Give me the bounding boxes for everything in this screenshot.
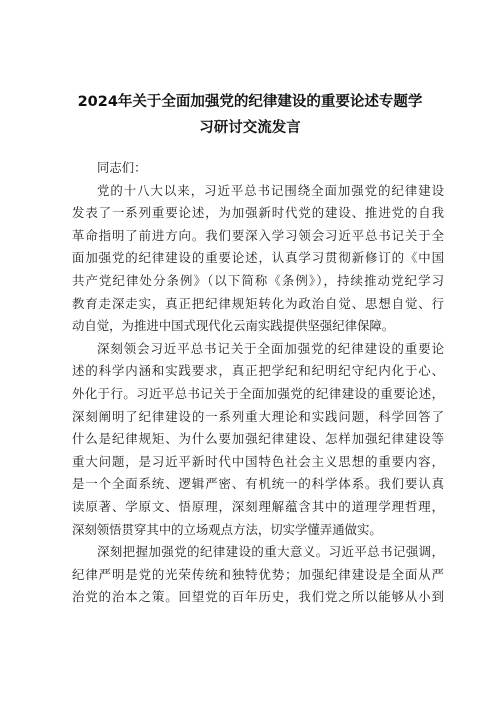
paragraph-line: 述的科学内涵和实践要求，真正把学纪和纪明纪守纪内化于心、	[72, 363, 444, 379]
paragraph-line: 重大问题，是习近平新时代中国特色社会主义思想的重要内容，	[72, 453, 444, 469]
paragraph-line: 深刻领会习近平总书记关于全面加强党的纪律建设的重要论	[97, 340, 444, 356]
paragraph-line: 读原著、学原文、悟原理，深刻理解蕴含其中的道理学理哲理，	[72, 498, 444, 514]
paragraph-line: 发表了一系列重要论述，为加强新时代党的建设、推进党的自我	[72, 205, 444, 221]
paragraph-line: 动自觉，为推进中国式现代化云南实践提供坚强纪律保障。	[72, 318, 395, 334]
paragraph-line: 面加强党的纪律建设的重要论述，认真学习贯彻新修订的《中国	[72, 250, 444, 266]
document-title-line-2: 习研讨交流发言	[199, 120, 301, 136]
paragraph-line: 纪律严明是党的光荣传统和独特优势；加强纪律建设是全面从严	[72, 566, 444, 582]
paragraph-line: 深刻阐明了纪律建设的一系列重大理论和实践问题，科学回答了	[72, 408, 444, 424]
salutation: 同志们：	[97, 160, 147, 175]
paragraph-line: 什么是纪律规矩、为什么要加强纪律建设、怎样加强纪律建设等	[72, 431, 444, 447]
paragraph-2	[72, 338, 444, 541]
paragraph-line: 深刻领悟贯穿其中的立场观点方法，切实学懂弄通做实。	[72, 521, 382, 537]
paragraph-line: 共产党纪律处分条例》（以下简称《条例》），持续推动党纪学习	[72, 272, 444, 288]
paragraph-line: 教育走深走实，真正把纪律规矩转化为政治自觉、思想自觉、行	[72, 295, 444, 311]
paragraph-line: 治党的治本之策。回望党的百年历史，我们党之所以能够从小到	[72, 589, 444, 605]
paragraph-line: 外化于行。习近平总书记关于全面加强党的纪律建设的重要论述，	[72, 385, 444, 401]
paragraph-line: 是一个全面系统、逻辑严密、有机统一的科学体系。我们要认真	[72, 476, 444, 492]
paragraph-1	[72, 180, 444, 338]
paragraph-line: 党的十八大以来，习近平总书记围绕全面加强党的纪律建设	[97, 182, 444, 198]
document-title-line-1: 2024年关于全面加强党的纪律建设的重要论述专题学	[77, 94, 423, 110]
document-body	[72, 157, 444, 609]
paragraph-line: 革命指明了前进方向。我们要深入学习领会习近平总书记关于全	[72, 227, 444, 243]
paragraph-line: 深刻把握加强党的纪律建设的重大意义。习近平总书记强调，	[97, 544, 444, 560]
paragraph-3	[72, 541, 444, 609]
